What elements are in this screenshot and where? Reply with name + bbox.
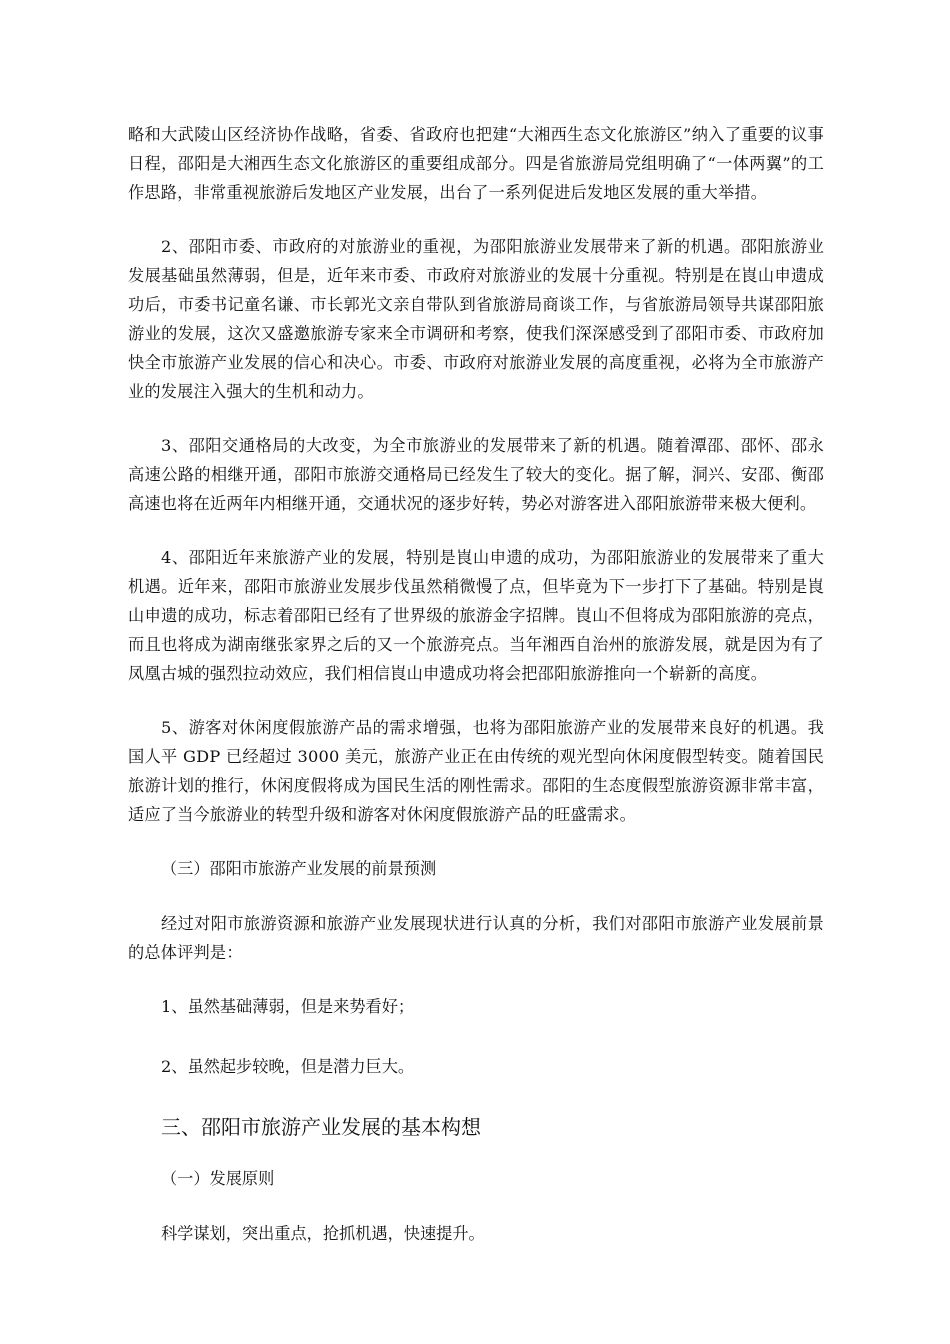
paragraph-opportunity-3: 3、邵阳交通格局的大改变，为全市旅游业的发展带来了新的机遇。随着潭邵、邵怀、邵永高速公路的相继开通，邵阳市旅游交通格局已经发生了较大的变化。据了解，洞兴、安邵、衡邵高速也将在近两年内相继开通，交通状况的逐步好转，势必对游客进入邵阳旅游带来极大便利。 (128, 436, 824, 513)
paragraph-assessment-intro: 经过对阳市旅游资源和旅游产业发展现状进行认真的分析，我们对邵阳市旅游产业发展前景的总体评判是： (128, 914, 824, 962)
document-page (128, 120, 824, 1279)
subheading-development-principles: （一）发展原则 (161, 1169, 275, 1188)
paragraph-continuation: 略和大武陵山区经济协作战略，省委、省政府也把建“大湘西生态文化旅游区”纳入了重要的议事日程，邵阳是大湘西生态文化旅游区的重要组成部分。四是省旅游局党组明确了“一体两翼”的工作思路，非常重视旅游后发地区产业发展，出台了一系列促进后发地区发展的重大举措。 (128, 125, 824, 202)
assessment-item-1: 1、虽然基础薄弱，但是来势看好； (161, 997, 415, 1016)
paragraph-opportunity-4: 4、邵阳近年来旅游产业的发展，特别是崀山申遗的成功，为邵阳旅游业的发展带来了重大机遇。近年来，邵阳市旅游业发展步伐虽然稍微慢了点，但毕竟为下一步打下了基础。特别是崀山申遗的成功，标志着邵阳已经有了世界级的旅游金字招牌。崀山不但将成为邵阳旅游的亮点，而且也将成为湖南继张家界之后的又一个旅游亮点。当年湘西自治州的旅游发展，就是因为有了凤凰古城的强烈拉动效应，我们相信崀山申遗成功将会把邵阳旅游推向一个崭新的高度。 (128, 548, 824, 683)
section-heading-basic-concept: 三、邵阳市旅游产业发展的基本构想 (161, 1115, 481, 1139)
subheading-prospect-forecast: （三）邵阳市旅游产业发展的前景预测 (161, 859, 437, 878)
assessment-item-2: 2、虽然起步较晚，但是潜力巨大。 (161, 1057, 415, 1076)
paragraph-opportunity-2: 2、邵阳市委、市政府的对旅游业的重视，为邵阳旅游业发展带来了新的机遇。邵阳旅游业发展基础虽然薄弱，但是，近年来市委、市政府对旅游业的发展十分重视。特别是在崀山申遗成功后，市委书记童名谦、市长郭光文亲自带队到省旅游局商谈工作，与省旅游局领导共谋邵阳旅游业的发展，这次又盛邀旅游专家来全市调研和考察，使我们深深感受到了邵阳市委、市政府加快全市旅游产业发展的信心和决心。市委、市政府对旅游业发展的高度重视，必将为全市旅游产业的发展注入强大的生机和动力。 (128, 237, 824, 401)
principle-text: 科学谋划，突出重点，抢抓机遇，快速提升。 (161, 1224, 485, 1243)
paragraph-opportunity-5: 5、游客对休闲度假旅游产品的需求增强，也将为邵阳旅游产业的发展带来良好的机遇。我国人平 GDP 已经超过 3000 美元，旅游产业正在由传统的观光型向休闲度假型转变。随着国民旅游计划的推行，休闲度假将成为国民生活的刚性需求。邵阳的生态度假型旅游资源非常丰富，适应了当今旅游业的转型升级和游客对休闲度假旅游产品的旺盛需求。 (128, 718, 824, 824)
